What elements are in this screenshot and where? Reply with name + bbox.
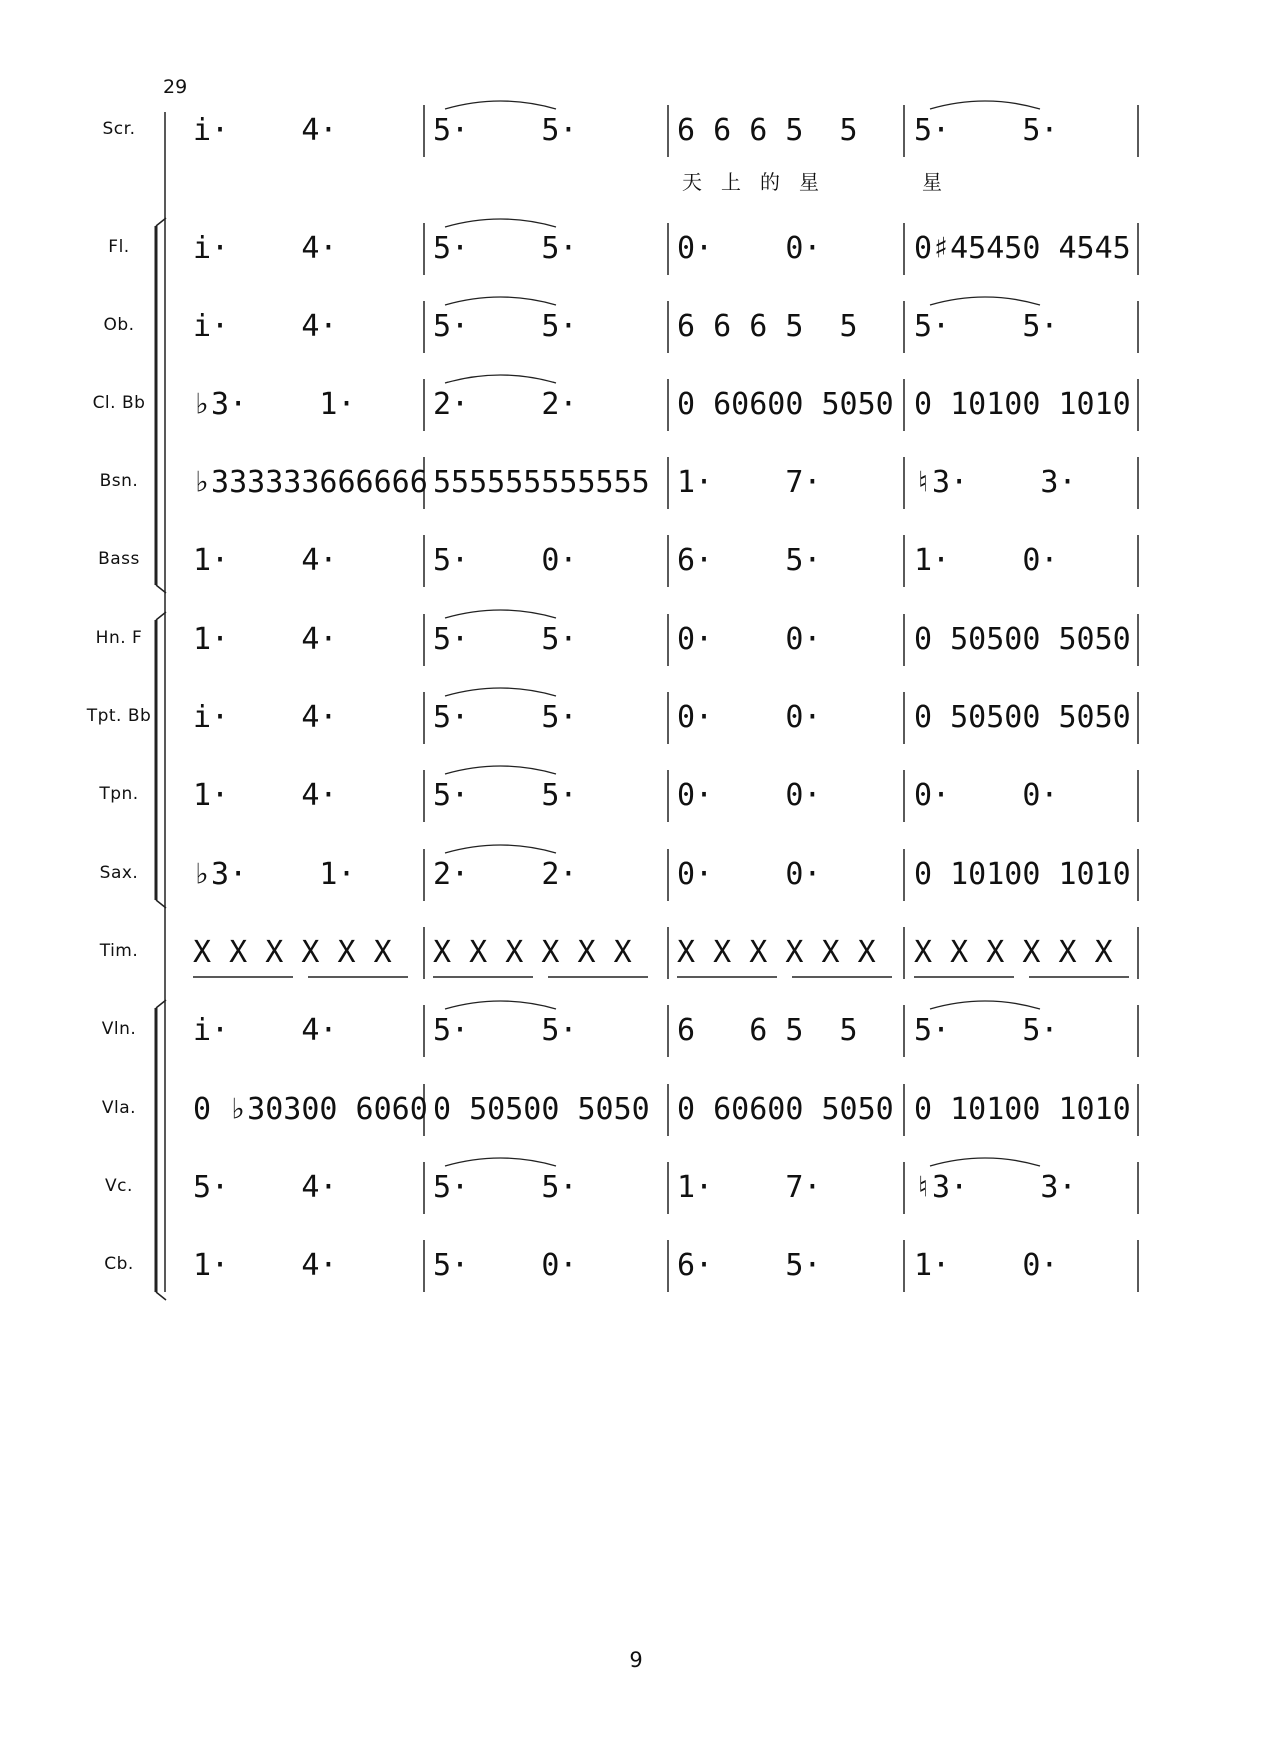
- measure-notes: 1· 4·: [193, 622, 338, 657]
- measure-notes: X X X X X X: [433, 935, 632, 970]
- tie-arc: [445, 688, 556, 696]
- page-number: 9: [629, 1648, 643, 1672]
- measure-notes: 5· 5·: [433, 309, 578, 344]
- tie-arc: [445, 297, 556, 305]
- lyric-syllable: 的: [760, 170, 780, 194]
- measure-notes: 555555555555: [433, 465, 650, 500]
- measure-notes: 0· 0·: [677, 700, 822, 735]
- measure-notes: i· 4·: [193, 113, 338, 148]
- measure-notes: 0· 0·: [677, 857, 822, 892]
- lyric-syllable: 天: [682, 170, 702, 194]
- measure-notes: 5· 5·: [433, 1013, 578, 1048]
- tie-arc: [445, 1001, 556, 1009]
- measure-notes: 5· 5·: [433, 700, 578, 735]
- measure-notes: X X X X X X: [677, 935, 876, 970]
- measure-notes: 0 50500 5050: [433, 1092, 650, 1127]
- measure-notes: X X X X X X: [193, 935, 392, 970]
- measure-notes: 0 10100 1010: [914, 1092, 1131, 1127]
- measure-notes: 5· 5·: [433, 622, 578, 657]
- measure-notes: ♮3· 3·: [914, 465, 1077, 500]
- measure-notes: 0· 0·: [677, 778, 822, 813]
- staff-label: Tpn.: [99, 784, 139, 804]
- measure-notes: 6 6 6 5 5: [677, 309, 858, 344]
- staff-label: Tim.: [99, 941, 139, 961]
- tie-arc: [445, 219, 556, 227]
- tie-arc: [445, 101, 556, 109]
- measure-notes: 0· 0·: [677, 231, 822, 266]
- measure-notes: 0 50500 5050: [914, 622, 1131, 657]
- measure-notes: 1· 4·: [193, 778, 338, 813]
- measure-notes: 1· 7·: [677, 1170, 822, 1205]
- staff-label: Cb.: [104, 1254, 134, 1274]
- tie-arc: [445, 845, 556, 853]
- measure-number: 29: [163, 76, 188, 98]
- staff-label: Scr.: [102, 119, 136, 139]
- staff-label: Vc.: [105, 1176, 133, 1196]
- measure-notes: 5· 5·: [433, 1170, 578, 1205]
- measure-notes: 5· 5·: [433, 778, 578, 813]
- measure-notes: 1· 0·: [914, 1248, 1059, 1283]
- measure-notes: 0 60600 5050: [677, 387, 894, 422]
- measure-notes: 0 10100 1010: [914, 857, 1131, 892]
- measure-notes: 5· 4·: [193, 1170, 338, 1205]
- bracket-hook: [156, 1292, 166, 1300]
- staff-label: Hn. F: [95, 628, 143, 648]
- measure-notes: 5· 0·: [433, 543, 578, 578]
- measure-notes: 6· 5·: [677, 1248, 822, 1283]
- measure-notes: 0· 0·: [677, 622, 822, 657]
- staff-label: Bass: [98, 549, 140, 569]
- measure-notes: 1· 4·: [193, 543, 338, 578]
- staff-label: Fl.: [108, 237, 130, 257]
- tie-arc: [930, 297, 1040, 305]
- staff-label: Ob.: [103, 315, 135, 335]
- measure-notes: ♭333333666666: [193, 465, 428, 500]
- measure-notes: ♭3· 1·: [193, 387, 356, 422]
- measure-notes: i· 4·: [193, 1013, 338, 1048]
- staff-label: Bsn.: [99, 471, 139, 491]
- measure-notes: 1· 0·: [914, 543, 1059, 578]
- measure-notes: 5· 5·: [433, 113, 578, 148]
- staff-label: Vla.: [101, 1098, 137, 1118]
- measure-notes: i· 4·: [193, 309, 338, 344]
- tie-arc: [445, 610, 556, 618]
- measure-notes: ♭3· 1·: [193, 857, 356, 892]
- staff-label: Cl. Bb: [92, 393, 146, 413]
- measure-notes: 0 60600 5050: [677, 1092, 894, 1127]
- measure-notes: i· 4·: [193, 700, 338, 735]
- tie-arc: [445, 375, 556, 383]
- measure-notes: 2· 2·: [433, 857, 578, 892]
- lyric-syllable: 星: [799, 170, 819, 194]
- staff-label: Vln.: [101, 1019, 137, 1039]
- measure-notes: 1· 7·: [677, 465, 822, 500]
- tie-arc: [930, 1158, 1040, 1166]
- measure-notes: 5· 5·: [914, 1013, 1059, 1048]
- measure-notes: 6· 5·: [677, 543, 822, 578]
- measure-notes: 2· 2·: [433, 387, 578, 422]
- measure-notes: 0 50500 5050: [914, 700, 1131, 735]
- staff-label: Sax.: [99, 863, 139, 883]
- measure-notes: 1· 4·: [193, 1248, 338, 1283]
- lyric-syllable: 星: [922, 170, 942, 194]
- measure-notes: ♮3· 3·: [914, 1170, 1077, 1205]
- tie-arc: [445, 766, 556, 774]
- measure-notes: 0 ♭30300 6060: [193, 1092, 428, 1127]
- measure-notes: i· 4·: [193, 231, 338, 266]
- measure-notes: 6 6 6 5 5: [677, 113, 858, 148]
- staff-label: Tpt. Bb: [86, 706, 152, 726]
- lyric-syllable: 上: [721, 170, 741, 194]
- measure-notes: 5· 0·: [433, 1248, 578, 1283]
- measure-notes: 5· 5·: [914, 309, 1059, 344]
- measure-notes: X X X X X X: [914, 935, 1113, 970]
- tie-arc: [930, 101, 1040, 109]
- measure-notes: 5· 5·: [914, 113, 1059, 148]
- measure-notes: 6 6 5 5: [677, 1013, 858, 1048]
- measure-notes: 0 10100 1010: [914, 387, 1131, 422]
- measure-notes: 0· 0·: [914, 778, 1059, 813]
- tie-arc: [445, 1158, 556, 1166]
- measure-notes: 5· 5·: [433, 231, 578, 266]
- tie-arc: [930, 1001, 1040, 1009]
- measure-notes: 0♯45450 4545: [914, 231, 1131, 266]
